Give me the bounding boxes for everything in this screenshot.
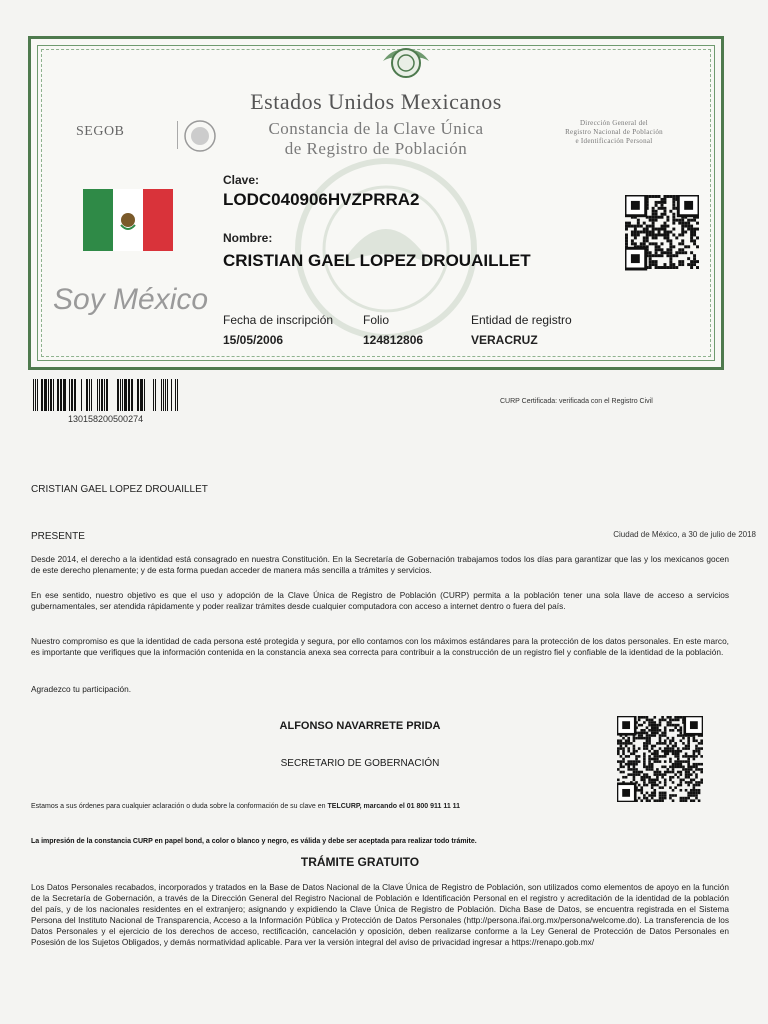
certificate-subtitle-line-2: de Registro de Población: [284, 139, 468, 158]
letter-paragraph: Agradezco tu participación.: [31, 684, 132, 694]
letter-paragraph: En ese sentido, nuestro objetivo es que el uso y adopción de la Clave Única de Registro de Población (CURP) permita a la población tener una sola llave de acceso a servicios gubernamentales, ser atendida rápidamente y poder realizar trámites desde cualquier computadora con acceso a internet dentro o fuera del país.: [31, 590, 729, 611]
nombre-value: CRISTIAN GAEL LOPEZ DROUAILLET: [223, 251, 531, 270]
clave-label: Clave:: [223, 173, 260, 187]
letter-paragraph: Nuestro compromiso es que la identidad de cada persona esté protegida y segura, por ello contamos con los máximos estándares para la protección de los datos personales. En este marco, es importante que verifiques que la información contenida en la constancia anexa sea correcta para contribuir a la construcción de un registro fiel y confiable de la identidad de la población.: [31, 636, 729, 657]
contact-text: Estamos a sus órdenes para cualquier aclaración o duda sobre la conformación de su clave en: [31, 803, 328, 810]
salutation: PRESENTE: [31, 531, 85, 542]
letter-paragraph: Desde 2014, el derecho a la identidad está consagrado en nuestra Constitución. En la Secretaría de Gobernación trabajamos todos los días para garantizar que las y los mexicanos gocen de este derecho plenamente; y de esta forma puedan acceder de manera más sencilla a trámites y servicios.: [31, 554, 729, 575]
recipient-name: CRISTIAN GAEL LOPEZ DROUAILLET: [31, 484, 208, 495]
nombre-label: Nombre:: [223, 231, 273, 245]
clave-value: LODC040906HVZPRRA2: [223, 190, 420, 209]
mexican-flag-icon: [83, 189, 173, 251]
telcurp-phone: TELCURP, marcando el 01 800 911 11 11: [327, 803, 461, 810]
signer-title: SECRETARIO DE GOBERNACIÓN: [280, 758, 440, 769]
letter-date: Ciudad de México, a 30 de julio de 2018: [613, 530, 756, 539]
qr-code-icon: [625, 195, 699, 275]
folio-value: 124812806: [363, 333, 424, 347]
entidad-value: VERACRUZ: [471, 333, 538, 347]
fecha-value: 15/05/2006: [223, 333, 284, 347]
entidad-label: Entidad de registro: [471, 313, 572, 327]
curp-certificate: [28, 36, 724, 370]
qr-code-icon: [617, 716, 703, 802]
print-validity-note: La impresión de la constancia CURP en papel bond, a color o blanco y negro, es válida y debe ser aceptada para realizar todo trámite.: [31, 838, 477, 845]
signer-name: ALFONSO NAVARRETE PRIDA: [279, 720, 441, 732]
contact-line: [31, 803, 460, 810]
segob-emblem-icon: [183, 119, 217, 153]
soy-mexico-slogan: Soy México: [53, 283, 209, 316]
barcode-number: 130158200500274: [68, 414, 144, 424]
privacy-notice: Los Datos Personales recabados, incorporados y tratados en la Base de Datos Nacional de la Clave Única de Registro de Población, son utilizados como elementos de apoyo en la función de la Secretaría de Gobernación, a través de la Dirección General del Registro Nacional de Población e Identificación Personal en el registro y acreditación de la identidad de la población del país, y de los nacionales residentes en el extranjero; asignando y expidiendo la Clave Única de Registro de Población. Dicha Base de Datos, se encuentra registrada en el Sistema Persona del Instituto Nacional de Transparencia, Acceso a la Información Pública y Protección de Datos Personales (http://persona.ifai.org.mx/persona/welcome.do). La transferencia de los Datos Personales y el ejercicio de los derechos de acceso, rectificación, cancelación y oposición, deben realizarse conforme a la Ley General de Protección de Datos Personales en Posesión de los Sujetos Obligados, y demás normatividad aplicable. Para ver la versión integral del aviso de privacidad ingresar a https://renapo.gob.mx/: [31, 882, 729, 947]
certificate-title: Estados Unidos Mexicanos: [250, 89, 502, 114]
segob-logo: SEGOB: [76, 124, 125, 139]
national-seal-icon: [381, 41, 431, 81]
certificate-subtitle-line-1: Constancia de la Clave Única: [268, 119, 484, 138]
fecha-label: Fecha de inscripción: [223, 313, 334, 327]
curp-certified-note: CURP Certificada: verificada con el Registro Civil: [500, 398, 653, 405]
tramite-gratuito-heading: TRÁMITE GRATUITO: [300, 855, 420, 869]
barcode-icon: [33, 379, 179, 411]
segob-divider: [177, 121, 178, 149]
directorate-text: Dirección General del Registro Nacional de Población e Identificación Personal: [565, 119, 663, 145]
folio-label: Folio: [363, 313, 390, 327]
